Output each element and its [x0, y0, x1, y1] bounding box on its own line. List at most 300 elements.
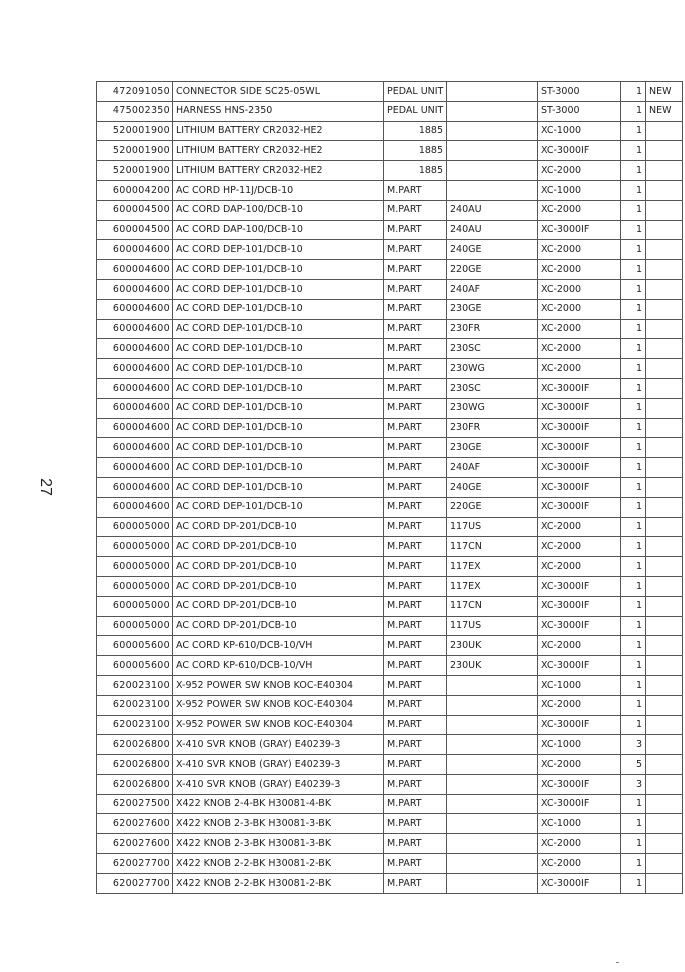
cell-note — [646, 854, 683, 874]
cell-category: M.PART — [384, 477, 447, 497]
cell-quantity: 1 — [621, 537, 646, 557]
cell-category: M.PART — [384, 774, 447, 794]
cell-category: M.PART — [384, 735, 447, 755]
cell-category: M.PART — [384, 636, 447, 656]
cell-part-number: 600004600 — [97, 378, 173, 398]
cell-model: XC-2000 — [538, 240, 621, 260]
cell-category: M.PART — [384, 616, 447, 636]
cell-quantity: 1 — [621, 576, 646, 596]
cell-part-number: 620023100 — [97, 695, 173, 715]
cell-model: XC-3000IF — [538, 398, 621, 418]
cell-part-number: 600004600 — [97, 240, 173, 260]
cell-part-number: 620026800 — [97, 774, 173, 794]
cell-note — [646, 537, 683, 557]
cell-category: M.PART — [384, 497, 447, 517]
cell-quantity: 1 — [621, 695, 646, 715]
cell-part-number: 600004600 — [97, 438, 173, 458]
table-row — [97, 240, 683, 260]
cell-quantity: 1 — [621, 200, 646, 220]
table-row — [97, 359, 683, 379]
cell-quantity: 1 — [621, 299, 646, 319]
cell-note — [646, 656, 683, 676]
cell-note — [646, 774, 683, 794]
cell-model: XC-3000IF — [538, 458, 621, 478]
cell-description: AC CORD DEP-101/DCB-10 — [173, 497, 384, 517]
table-row — [97, 517, 683, 537]
cell-note — [646, 438, 683, 458]
table-row — [97, 715, 683, 735]
table-row — [97, 576, 683, 596]
cell-quantity: 1 — [621, 141, 646, 161]
page-number: 27 — [36, 478, 54, 496]
cell-note — [646, 834, 683, 854]
cell-description: X-952 POWER SW KNOB KOC-E40304 — [173, 675, 384, 695]
cell-model: XC-2000 — [538, 161, 621, 181]
cell-region-code: 220GE — [447, 260, 538, 280]
cell-note — [646, 675, 683, 695]
cell-part-number: 600004600 — [97, 339, 173, 359]
cell-category: M.PART — [384, 715, 447, 735]
table-row — [97, 794, 683, 814]
table-row — [97, 121, 683, 141]
cell-quantity: 1 — [621, 82, 646, 102]
table-row — [97, 82, 683, 102]
cell-quantity: 1 — [621, 339, 646, 359]
cell-region-code — [447, 834, 538, 854]
table-row — [97, 675, 683, 695]
cell-quantity: 1 — [621, 794, 646, 814]
cell-note — [646, 279, 683, 299]
cell-region-code — [447, 755, 538, 775]
cell-model: XC-3000IF — [538, 438, 621, 458]
cell-description: X422 KNOB 2-2-BK H30081-2-BK — [173, 854, 384, 874]
cell-model: XC-2000 — [538, 359, 621, 379]
table-row — [97, 636, 683, 656]
cell-description: AC CORD DEP-101/DCB-10 — [173, 398, 384, 418]
cell-model: ST-3000 — [538, 101, 621, 121]
cell-part-number: 600004600 — [97, 359, 173, 379]
cell-category: M.PART — [384, 220, 447, 240]
table-row — [97, 339, 683, 359]
table-row — [97, 398, 683, 418]
cell-description: AC CORD DP-201/DCB-10 — [173, 596, 384, 616]
cell-description: AC CORD DEP-101/DCB-10 — [173, 418, 384, 438]
cell-quantity: 1 — [621, 557, 646, 577]
cell-region-code: 240AU — [447, 220, 538, 240]
cell-model: XC-1000 — [538, 675, 621, 695]
cell-category: M.PART — [384, 200, 447, 220]
cell-region-code — [447, 180, 538, 200]
cell-description: AC CORD DP-201/DCB-10 — [173, 616, 384, 636]
cell-quantity: 1 — [621, 279, 646, 299]
cell-note — [646, 636, 683, 656]
table-row — [97, 497, 683, 517]
cell-category: M.PART — [384, 873, 447, 893]
cell-quantity: 1 — [621, 517, 646, 537]
cell-part-number: 600005000 — [97, 537, 173, 557]
cell-quantity: 1 — [621, 477, 646, 497]
cell-region-code: 117EX — [447, 557, 538, 577]
cell-category: M.PART — [384, 695, 447, 715]
cell-note — [646, 260, 683, 280]
cell-model: XC-1000 — [538, 180, 621, 200]
cell-note — [646, 477, 683, 497]
cell-description: AC CORD DEP-101/DCB-10 — [173, 438, 384, 458]
table-row — [97, 299, 683, 319]
cell-category: 1885 — [384, 121, 447, 141]
table-row — [97, 854, 683, 874]
cell-part-number: 600004600 — [97, 299, 173, 319]
cell-category: M.PART — [384, 359, 447, 379]
table-row — [97, 319, 683, 339]
cell-region-code: 230WG — [447, 398, 538, 418]
cell-region-code — [447, 161, 538, 181]
cell-category: M.PART — [384, 240, 447, 260]
table-row — [97, 873, 683, 893]
table-row — [97, 161, 683, 181]
cell-note — [646, 161, 683, 181]
table-row — [97, 141, 683, 161]
cell-category: M.PART — [384, 299, 447, 319]
cell-region-code: 240AF — [447, 279, 538, 299]
cell-description: AC CORD DEP-101/DCB-10 — [173, 260, 384, 280]
cell-description: AC CORD DEP-101/DCB-10 — [173, 319, 384, 339]
cell-category: M.PART — [384, 537, 447, 557]
cell-category: M.PART — [384, 418, 447, 438]
cell-part-number: 600004600 — [97, 398, 173, 418]
cell-region-code: 117CN — [447, 537, 538, 557]
cell-category: M.PART — [384, 557, 447, 577]
cell-note — [646, 220, 683, 240]
cell-region-code: 240GE — [447, 240, 538, 260]
table-row — [97, 616, 683, 636]
scan-mark — [616, 962, 619, 963]
cell-part-number: 620027500 — [97, 794, 173, 814]
cell-note — [646, 121, 683, 141]
table-row — [97, 378, 683, 398]
cell-note — [646, 873, 683, 893]
cell-quantity: 1 — [621, 438, 646, 458]
cell-description: X-410 SVR KNOB (GRAY) E40239-3 — [173, 735, 384, 755]
cell-region-code: 230GE — [447, 438, 538, 458]
cell-quantity: 1 — [621, 180, 646, 200]
cell-category: M.PART — [384, 656, 447, 676]
cell-region-code: 230UK — [447, 636, 538, 656]
cell-quantity: 1 — [621, 458, 646, 478]
cell-note — [646, 497, 683, 517]
cell-model: XC-3000IF — [538, 873, 621, 893]
cell-description: AC CORD HP-11J/DCB-10 — [173, 180, 384, 200]
cell-region-code — [447, 141, 538, 161]
cell-model: XC-3000IF — [538, 418, 621, 438]
cell-region-code — [447, 695, 538, 715]
cell-category: M.PART — [384, 180, 447, 200]
cell-part-number: 620023100 — [97, 715, 173, 735]
cell-quantity: 1 — [621, 220, 646, 240]
cell-model: XC-2000 — [538, 279, 621, 299]
cell-part-number: 600004500 — [97, 200, 173, 220]
cell-description: X422 KNOB 2-3-BK H30081-3-BK — [173, 834, 384, 854]
cell-part-number: 600004600 — [97, 260, 173, 280]
parts-table — [96, 81, 683, 894]
cell-model: XC-2000 — [538, 319, 621, 339]
table-row — [97, 220, 683, 240]
cell-category: PEDAL UNIT — [384, 82, 447, 102]
cell-region-code: 240GE — [447, 477, 538, 497]
cell-category: 1885 — [384, 161, 447, 181]
cell-region-code: 230SC — [447, 378, 538, 398]
cell-description: AC CORD DEP-101/DCB-10 — [173, 279, 384, 299]
cell-model: XC-2000 — [538, 339, 621, 359]
cell-note — [646, 180, 683, 200]
cell-region-code — [447, 774, 538, 794]
cell-note — [646, 398, 683, 418]
cell-part-number: 620027700 — [97, 854, 173, 874]
cell-description: LITHIUM BATTERY CR2032-HE2 — [173, 161, 384, 181]
cell-quantity: 5 — [621, 755, 646, 775]
table-row — [97, 557, 683, 577]
cell-region-code — [447, 873, 538, 893]
table-row — [97, 596, 683, 616]
cell-model: XC-3000IF — [538, 616, 621, 636]
cell-note: NEW — [646, 82, 683, 102]
cell-quantity: 1 — [621, 378, 646, 398]
cell-category: M.PART — [384, 339, 447, 359]
cell-part-number: 600005000 — [97, 596, 173, 616]
cell-note — [646, 695, 683, 715]
cell-category: M.PART — [384, 576, 447, 596]
cell-model: XC-2000 — [538, 260, 621, 280]
cell-description: HARNESS HNS-2350 — [173, 101, 384, 121]
cell-category: PEDAL UNIT — [384, 101, 447, 121]
table-row — [97, 695, 683, 715]
cell-description: X-410 SVR KNOB (GRAY) E40239-3 — [173, 774, 384, 794]
cell-category: M.PART — [384, 834, 447, 854]
cell-region-code — [447, 735, 538, 755]
table-row — [97, 458, 683, 478]
cell-region-code: 240AF — [447, 458, 538, 478]
cell-description: CONNECTOR SIDE SC25-05WL — [173, 82, 384, 102]
cell-part-number: 520001900 — [97, 141, 173, 161]
cell-model: XC-3000IF — [538, 715, 621, 735]
cell-category: M.PART — [384, 755, 447, 775]
cell-description: X422 KNOB 2-2-BK H30081-2-BK — [173, 873, 384, 893]
cell-note — [646, 240, 683, 260]
cell-note — [646, 339, 683, 359]
cell-note — [646, 299, 683, 319]
table-row — [97, 477, 683, 497]
cell-region-code — [447, 794, 538, 814]
cell-description: AC CORD DAP-100/DCB-10 — [173, 220, 384, 240]
cell-model: XC-3000IF — [538, 576, 621, 596]
cell-description: AC CORD DEP-101/DCB-10 — [173, 240, 384, 260]
cell-category: M.PART — [384, 794, 447, 814]
cell-model: XC-3000IF — [538, 774, 621, 794]
cell-region-code: 230UK — [447, 656, 538, 676]
cell-category: 1885 — [384, 141, 447, 161]
cell-part-number: 600005600 — [97, 656, 173, 676]
cell-part-number: 600004600 — [97, 497, 173, 517]
cell-category: M.PART — [384, 814, 447, 834]
cell-model: XC-2000 — [538, 834, 621, 854]
cell-quantity: 1 — [621, 814, 646, 834]
cell-model: ST-3000 — [538, 82, 621, 102]
cell-part-number: 600005000 — [97, 557, 173, 577]
cell-description: X-952 POWER SW KNOB KOC-E40304 — [173, 715, 384, 735]
cell-quantity: 3 — [621, 735, 646, 755]
cell-description: LITHIUM BATTERY CR2032-HE2 — [173, 121, 384, 141]
cell-part-number: 600004600 — [97, 319, 173, 339]
cell-description: AC CORD DP-201/DCB-10 — [173, 576, 384, 596]
cell-region-code: 230FR — [447, 418, 538, 438]
cell-quantity: 1 — [621, 675, 646, 695]
cell-part-number: 620026800 — [97, 735, 173, 755]
cell-description: AC CORD DAP-100/DCB-10 — [173, 200, 384, 220]
cell-part-number: 600004600 — [97, 279, 173, 299]
cell-model: XC-3000IF — [538, 656, 621, 676]
cell-region-code: 230SC — [447, 339, 538, 359]
cell-part-number: 600004500 — [97, 220, 173, 240]
cell-model: XC-3000IF — [538, 141, 621, 161]
table-row — [97, 656, 683, 676]
cell-region-code — [447, 121, 538, 141]
cell-note — [646, 517, 683, 537]
cell-note — [646, 557, 683, 577]
cell-region-code: 230FR — [447, 319, 538, 339]
cell-category: M.PART — [384, 458, 447, 478]
cell-model: XC-2000 — [538, 299, 621, 319]
cell-region-code — [447, 854, 538, 874]
cell-model: XC-3000IF — [538, 596, 621, 616]
cell-part-number: 620027700 — [97, 873, 173, 893]
cell-description: X-952 POWER SW KNOB KOC-E40304 — [173, 695, 384, 715]
cell-description: AC CORD DEP-101/DCB-10 — [173, 339, 384, 359]
cell-category: M.PART — [384, 675, 447, 695]
cell-description: AC CORD DP-201/DCB-10 — [173, 537, 384, 557]
cell-note — [646, 715, 683, 735]
cell-quantity: 1 — [621, 359, 646, 379]
cell-region-code: 230GE — [447, 299, 538, 319]
cell-model: XC-2000 — [538, 517, 621, 537]
cell-quantity: 1 — [621, 260, 646, 280]
cell-category: M.PART — [384, 854, 447, 874]
cell-part-number: 600004600 — [97, 477, 173, 497]
table-row — [97, 814, 683, 834]
cell-quantity: 1 — [621, 834, 646, 854]
cell-category: M.PART — [384, 596, 447, 616]
cell-description: AC CORD DEP-101/DCB-10 — [173, 477, 384, 497]
cell-model: XC-2000 — [538, 537, 621, 557]
cell-quantity: 1 — [621, 715, 646, 735]
cell-category: M.PART — [384, 319, 447, 339]
cell-quantity: 1 — [621, 656, 646, 676]
cell-model: XC-2000 — [538, 200, 621, 220]
cell-region-code — [447, 82, 538, 102]
cell-quantity: 1 — [621, 101, 646, 121]
cell-description: X422 KNOB 2-3-BK H30081-3-BK — [173, 814, 384, 834]
cell-model: XC-2000 — [538, 854, 621, 874]
cell-part-number: 600005600 — [97, 636, 173, 656]
cell-model: XC-3000IF — [538, 378, 621, 398]
cell-part-number: 600004600 — [97, 418, 173, 438]
cell-note — [646, 814, 683, 834]
table-row — [97, 755, 683, 775]
cell-region-code: 117US — [447, 616, 538, 636]
cell-model: XC-2000 — [538, 755, 621, 775]
cell-category: M.PART — [384, 398, 447, 418]
cell-note — [646, 458, 683, 478]
cell-part-number: 620023100 — [97, 675, 173, 695]
cell-model: XC-2000 — [538, 636, 621, 656]
cell-part-number: 600005000 — [97, 576, 173, 596]
cell-category: M.PART — [384, 378, 447, 398]
cell-part-number: 600004200 — [97, 180, 173, 200]
cell-model: XC-3000IF — [538, 794, 621, 814]
cell-description: AC CORD DEP-101/DCB-10 — [173, 299, 384, 319]
cell-model: XC-1000 — [538, 735, 621, 755]
cell-part-number: 600005000 — [97, 517, 173, 537]
cell-region-code: 230WG — [447, 359, 538, 379]
cell-region-code: 220GE — [447, 497, 538, 517]
cell-part-number: 472091050 — [97, 82, 173, 102]
cell-region-code: 240AU — [447, 200, 538, 220]
cell-part-number: 475002350 — [97, 101, 173, 121]
cell-model: XC-3000IF — [538, 497, 621, 517]
cell-note — [646, 755, 683, 775]
table-row — [97, 834, 683, 854]
table-row — [97, 438, 683, 458]
cell-region-code: 117US — [447, 517, 538, 537]
cell-region-code — [447, 814, 538, 834]
table-row — [97, 774, 683, 794]
cell-note — [646, 141, 683, 161]
cell-description: AC CORD DEP-101/DCB-10 — [173, 458, 384, 478]
cell-model: XC-2000 — [538, 695, 621, 715]
cell-quantity: 1 — [621, 636, 646, 656]
cell-note — [646, 319, 683, 339]
cell-model: XC-3000IF — [538, 477, 621, 497]
cell-part-number: 620027600 — [97, 814, 173, 834]
cell-description: AC CORD KP-610/DCB-10/VH — [173, 636, 384, 656]
cell-description: AC CORD DEP-101/DCB-10 — [173, 378, 384, 398]
cell-quantity: 1 — [621, 497, 646, 517]
cell-description: AC CORD DP-201/DCB-10 — [173, 557, 384, 577]
cell-note — [646, 378, 683, 398]
cell-note — [646, 359, 683, 379]
cell-note: NEW — [646, 101, 683, 121]
cell-quantity: 1 — [621, 161, 646, 181]
cell-quantity: 1 — [621, 854, 646, 874]
cell-description: AC CORD DP-201/DCB-10 — [173, 517, 384, 537]
cell-part-number: 600005000 — [97, 616, 173, 636]
cell-category: M.PART — [384, 279, 447, 299]
cell-part-number: 620027600 — [97, 834, 173, 854]
cell-region-code: 117EX — [447, 576, 538, 596]
table-row — [97, 735, 683, 755]
parts-table-body — [97, 82, 683, 894]
cell-description: X-410 SVR KNOB (GRAY) E40239-3 — [173, 755, 384, 775]
cell-note — [646, 794, 683, 814]
cell-model: XC-2000 — [538, 557, 621, 577]
cell-model: XC-1000 — [538, 121, 621, 141]
cell-quantity: 1 — [621, 418, 646, 438]
cell-note — [646, 596, 683, 616]
cell-region-code: 117CN — [447, 596, 538, 616]
table-row — [97, 101, 683, 121]
cell-model: XC-1000 — [538, 814, 621, 834]
table-row — [97, 200, 683, 220]
cell-quantity: 3 — [621, 774, 646, 794]
